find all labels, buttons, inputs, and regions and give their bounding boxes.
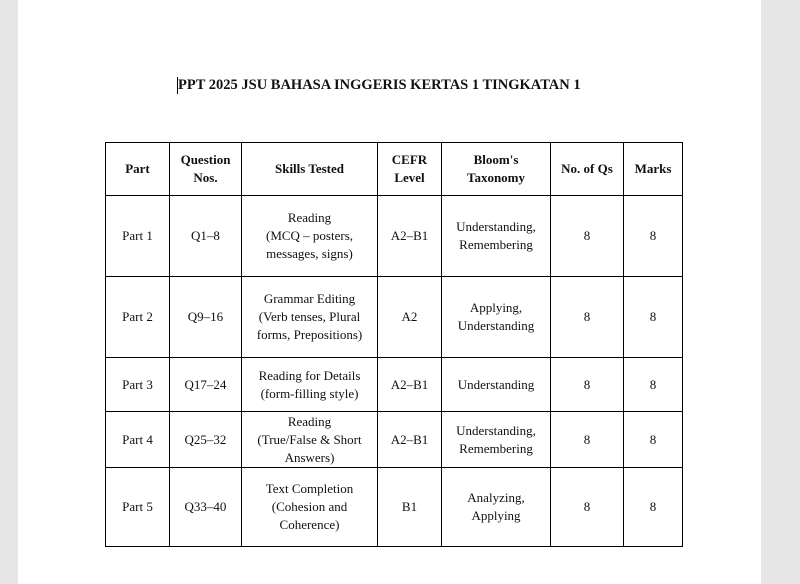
header-part[interactable]: Part [106,143,170,196]
cell-marks[interactable]: 8 [624,277,683,358]
cell-num-qs[interactable]: 8 [551,358,624,412]
cell-skills[interactable]: Reading (True/False & Short Answers) [242,412,378,468]
cell-cefr[interactable]: A2–B1 [378,412,442,468]
header-question-nos[interactable]: Question Nos. [170,143,242,196]
cell-part[interactable]: Part 1 [106,196,170,277]
cell-marks[interactable]: 8 [624,468,683,547]
header-blooms-taxonomy[interactable]: Bloom's Taxonomy [442,143,551,196]
table-row [106,196,683,277]
document-title[interactable]: PPT 2025 JSU BAHASA INGGERIS KERTAS 1 TINGKATAN 1 [178,77,581,93]
cell-skills[interactable]: Reading (MCQ – posters, messages, signs) [242,196,378,277]
cell-cefr[interactable]: A2 [378,277,442,358]
table-row [106,468,683,547]
table-row [106,358,683,412]
cell-part[interactable]: Part 2 [106,277,170,358]
cell-cefr[interactable]: A2–B1 [378,196,442,277]
cell-cefr[interactable]: B1 [378,468,442,547]
skills-table [105,142,683,547]
cell-part[interactable]: Part 4 [106,412,170,468]
page-gutter [761,0,800,584]
cell-marks[interactable]: 8 [624,412,683,468]
table-header-row [106,143,683,196]
cell-marks[interactable]: 8 [624,358,683,412]
cell-num-qs[interactable]: 8 [551,277,624,358]
cell-num-qs[interactable]: 8 [551,412,624,468]
cell-questions[interactable]: Q9–16 [170,277,242,358]
cell-bloom[interactable]: Understanding, Remembering [442,412,551,468]
cell-part[interactable]: Part 3 [106,358,170,412]
cell-cefr[interactable]: A2–B1 [378,358,442,412]
cell-bloom[interactable]: Understanding, Remembering [442,196,551,277]
cell-bloom[interactable]: Applying, Understanding [442,277,551,358]
cell-questions[interactable]: Q25–32 [170,412,242,468]
table-row [106,412,683,468]
cell-part[interactable]: Part 5 [106,468,170,547]
cell-skills[interactable]: Text Completion (Cohesion and Coherence) [242,468,378,547]
cell-marks[interactable]: 8 [624,196,683,277]
header-cefr-level[interactable]: CEFR Level [378,143,442,196]
cell-num-qs[interactable]: 8 [551,196,624,277]
header-skills-tested[interactable]: Skills Tested [242,143,378,196]
header-num-questions[interactable]: No. of Qs [551,143,624,196]
cell-skills[interactable]: Reading for Details (form-filling style) [242,358,378,412]
cell-skills[interactable]: Grammar Editing (Verb tenses, Plural forms, Prepositions) [242,277,378,358]
cell-num-qs[interactable]: 8 [551,468,624,547]
cell-questions[interactable]: Q33–40 [170,468,242,547]
header-marks[interactable]: Marks [624,143,683,196]
cell-questions[interactable]: Q17–24 [170,358,242,412]
cell-bloom[interactable]: Analyzing, Applying [442,468,551,547]
cell-bloom[interactable]: Understanding [442,358,551,412]
cell-questions[interactable]: Q1–8 [170,196,242,277]
table-row [106,277,683,358]
